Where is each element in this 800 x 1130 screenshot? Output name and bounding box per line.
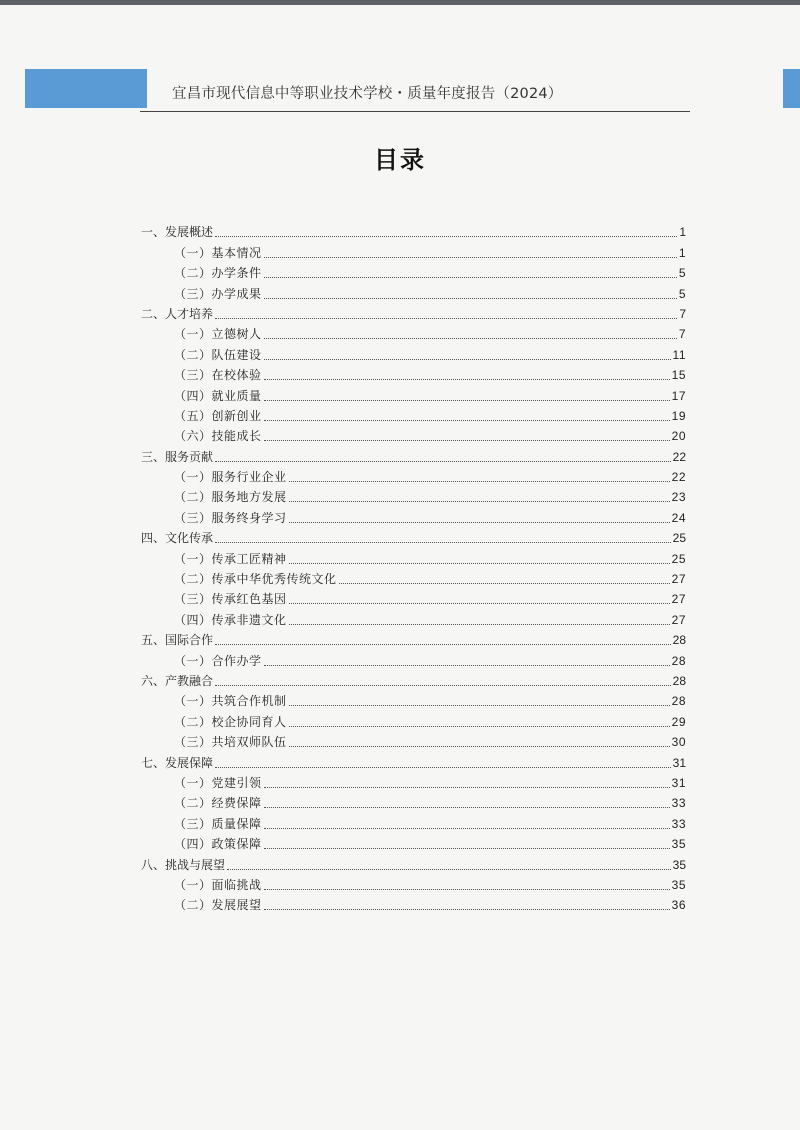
toc-dot-leader bbox=[289, 481, 670, 482]
toc-subsection-entry[interactable] bbox=[141, 811, 686, 831]
toc-entry-label: （一）党建引领 bbox=[174, 775, 262, 790]
toc-entry-label: （三）服务终身学习 bbox=[174, 510, 287, 525]
toc-entry-page-number: 28 bbox=[672, 633, 686, 648]
toc-title: 目录 bbox=[374, 146, 426, 174]
toc-entry-page-number: 30 bbox=[671, 735, 686, 750]
toc-dot-leader bbox=[215, 236, 677, 237]
toc-entry-page-number: 15 bbox=[671, 368, 686, 383]
toc-entry-page-number: 35 bbox=[671, 877, 686, 892]
toc-entry-label: （一）合作办学 bbox=[174, 653, 262, 668]
toc-dot-leader bbox=[289, 705, 670, 706]
toc-entry-label: 四、文化传承 bbox=[141, 531, 214, 546]
toc-entry-page-number: 25 bbox=[672, 531, 686, 546]
toc-subsection-entry[interactable] bbox=[141, 363, 686, 383]
toc-subsection-entry[interactable] bbox=[141, 607, 686, 627]
toc-dot-leader bbox=[264, 400, 670, 401]
toc-dot-leader bbox=[264, 440, 670, 441]
toc-dot-leader bbox=[215, 685, 671, 686]
toc-subsection-entry[interactable] bbox=[141, 832, 686, 852]
toc-entry-page-number: 7 bbox=[679, 306, 686, 321]
toc-entry-label: （三）传承红色基因 bbox=[174, 592, 287, 607]
toc-entry-page-number: 1 bbox=[679, 225, 686, 240]
header-rule bbox=[140, 111, 690, 112]
toc-subsection-entry[interactable] bbox=[141, 689, 686, 709]
toc-section-entry[interactable] bbox=[141, 669, 686, 689]
toc-entry-label: （二）办学条件 bbox=[174, 266, 262, 281]
toc-entry-page-number: 35 bbox=[671, 837, 686, 852]
toc-entry-label: （二）队伍建设 bbox=[174, 347, 262, 362]
toc-entry-page-number: 31 bbox=[672, 755, 686, 770]
toc-dot-leader bbox=[264, 338, 677, 339]
toc-dot-leader bbox=[227, 869, 671, 870]
toc-dot-leader bbox=[339, 583, 670, 584]
toc-dot-leader bbox=[289, 522, 670, 523]
toc-dot-leader bbox=[289, 563, 670, 564]
toc-subsection-entry[interactable] bbox=[141, 648, 686, 668]
toc-entry-page-number: 28 bbox=[671, 653, 686, 668]
toc-entry-page-number: 29 bbox=[671, 714, 686, 729]
toc-section-entry[interactable] bbox=[141, 302, 686, 322]
toc-dot-leader bbox=[264, 359, 671, 360]
toc-dot-leader bbox=[264, 807, 670, 808]
toc-subsection-entry[interactable] bbox=[141, 404, 686, 424]
toc-entry-label: （二）服务地方发展 bbox=[174, 490, 287, 505]
toc-dot-leader bbox=[264, 277, 677, 278]
toc-entry-label: （三）在校体验 bbox=[174, 368, 262, 383]
toc-entry-label: （一）传承工匠精神 bbox=[174, 551, 287, 566]
toc-section-entry[interactable] bbox=[141, 526, 686, 546]
toc-subsection-entry[interactable] bbox=[141, 505, 686, 525]
toc-dot-leader bbox=[289, 603, 670, 604]
toc-dot-leader bbox=[264, 298, 677, 299]
toc-entry-label: （三）共培双师队伍 bbox=[174, 735, 287, 750]
toc-entry-page-number: 28 bbox=[672, 673, 686, 688]
toc-entry-label: 六、产教融合 bbox=[141, 673, 214, 688]
toc-subsection-entry[interactable] bbox=[141, 709, 686, 729]
toc-dot-leader bbox=[264, 665, 670, 666]
toc-entry-label: 一、发展概述 bbox=[141, 225, 214, 240]
toc-entry-page-number: 23 bbox=[671, 490, 686, 505]
toc-dot-leader bbox=[289, 746, 670, 747]
toc-subsection-entry[interactable] bbox=[141, 261, 686, 281]
toc-subsection-entry[interactable] bbox=[141, 465, 686, 485]
toc-entry-label: （二）校企协同育人 bbox=[174, 714, 287, 729]
toc-entry-label: （二）传承中华优秀传统文化 bbox=[174, 572, 337, 587]
toc-entry-label: （一）立德树人 bbox=[174, 327, 262, 342]
toc-entry-page-number: 33 bbox=[671, 816, 686, 831]
toc-entry-label: （六）技能成长 bbox=[174, 429, 262, 444]
toc-subsection-entry[interactable] bbox=[141, 873, 686, 893]
toc-subsection-entry[interactable] bbox=[141, 771, 686, 791]
page-top-edge bbox=[0, 0, 800, 5]
toc-entry-page-number: 22 bbox=[671, 470, 686, 485]
toc-dot-leader bbox=[264, 257, 677, 258]
toc-subsection-entry[interactable] bbox=[141, 567, 686, 587]
toc-dot-leader bbox=[215, 318, 677, 319]
toc-dot-leader bbox=[264, 787, 670, 788]
toc-subsection-entry[interactable] bbox=[141, 342, 686, 362]
toc-entry-label: （一）共筑合作机制 bbox=[174, 694, 287, 709]
toc-subsection-entry[interactable] bbox=[141, 281, 686, 301]
toc-dot-leader bbox=[215, 644, 671, 645]
toc-section-entry[interactable] bbox=[141, 628, 686, 648]
toc-entry-label: （三）办学成果 bbox=[174, 286, 262, 301]
table-of-contents bbox=[141, 220, 686, 913]
toc-dot-leader bbox=[215, 461, 671, 462]
toc-dot-leader bbox=[264, 889, 670, 890]
toc-subsection-entry[interactable] bbox=[141, 791, 686, 811]
toc-entry-page-number: 5 bbox=[678, 266, 686, 281]
toc-entry-page-number: 25 bbox=[671, 551, 686, 566]
toc-subsection-entry[interactable] bbox=[141, 893, 686, 913]
toc-entry-label: （一）服务行业企业 bbox=[174, 470, 287, 485]
toc-dot-leader bbox=[264, 379, 670, 380]
toc-subsection-entry[interactable] bbox=[141, 587, 686, 607]
toc-entry-page-number: 27 bbox=[671, 612, 686, 627]
toc-dot-leader bbox=[264, 828, 670, 829]
toc-subsection-entry[interactable] bbox=[141, 240, 686, 260]
toc-entry-page-number: 19 bbox=[671, 408, 686, 423]
header-accent-bar-left bbox=[25, 69, 147, 108]
toc-entry-page-number: 22 bbox=[672, 449, 686, 464]
toc-entry-label: （四）就业质量 bbox=[174, 388, 262, 403]
toc-entry-page-number: 27 bbox=[671, 592, 686, 607]
toc-subsection-entry[interactable] bbox=[141, 383, 686, 403]
toc-entry-label: （一）基本情况 bbox=[174, 245, 262, 260]
toc-entry-page-number: 11 bbox=[672, 347, 686, 362]
toc-dot-leader bbox=[215, 542, 671, 543]
toc-entry-label: （五）创新创业 bbox=[174, 408, 262, 423]
toc-subsection-entry[interactable] bbox=[141, 424, 686, 444]
toc-section-entry[interactable] bbox=[141, 444, 686, 464]
toc-entry-label: （二）发展展望 bbox=[174, 898, 262, 913]
toc-section-entry[interactable] bbox=[141, 220, 686, 240]
toc-entry-page-number: 24 bbox=[671, 510, 686, 525]
toc-entry-label: 二、人才培养 bbox=[141, 306, 214, 321]
toc-entry-label: （三）质量保障 bbox=[174, 816, 262, 831]
toc-subsection-entry[interactable] bbox=[141, 730, 686, 750]
toc-entry-label: 三、服务贡献 bbox=[141, 449, 214, 464]
toc-entry-page-number: 7 bbox=[678, 327, 686, 342]
toc-subsection-entry[interactable] bbox=[141, 322, 686, 342]
toc-dot-leader bbox=[289, 624, 670, 625]
toc-dot-leader bbox=[289, 501, 670, 502]
toc-entry-page-number: 35 bbox=[672, 857, 686, 872]
toc-dot-leader bbox=[289, 726, 670, 727]
toc-entry-page-number: 27 bbox=[671, 572, 686, 587]
toc-entry-label: 八、挑战与展望 bbox=[141, 857, 226, 872]
toc-dot-leader bbox=[215, 767, 671, 768]
toc-dot-leader bbox=[264, 909, 670, 910]
toc-entry-page-number: 1 bbox=[678, 245, 686, 260]
toc-entry-label: （四）传承非遗文化 bbox=[174, 612, 287, 627]
header-accent-bar-right bbox=[783, 69, 800, 108]
toc-entry-label: （二）经费保障 bbox=[174, 796, 262, 811]
toc-dot-leader bbox=[264, 420, 670, 421]
toc-entry-label: 七、发展保障 bbox=[141, 755, 214, 770]
toc-entry-page-number: 36 bbox=[671, 898, 686, 913]
toc-entry-page-number: 33 bbox=[671, 796, 686, 811]
toc-entry-label: 五、国际合作 bbox=[141, 633, 214, 648]
toc-subsection-entry[interactable] bbox=[141, 485, 686, 505]
toc-entry-page-number: 20 bbox=[671, 429, 686, 444]
toc-entry-label: （一）面临挑战 bbox=[174, 877, 262, 892]
header-title: 宜昌市现代信息中等职业技术学校・质量年度报告（2024） bbox=[172, 86, 563, 102]
toc-section-entry[interactable] bbox=[141, 852, 686, 872]
toc-entry-page-number: 17 bbox=[671, 388, 686, 403]
toc-entry-label: （四）政策保障 bbox=[174, 837, 262, 852]
toc-section-entry[interactable] bbox=[141, 750, 686, 770]
toc-dot-leader bbox=[264, 848, 670, 849]
toc-entry-page-number: 28 bbox=[671, 694, 686, 709]
toc-subsection-entry[interactable] bbox=[141, 546, 686, 566]
toc-entry-page-number: 31 bbox=[671, 775, 686, 790]
toc-entry-page-number: 5 bbox=[678, 286, 686, 301]
